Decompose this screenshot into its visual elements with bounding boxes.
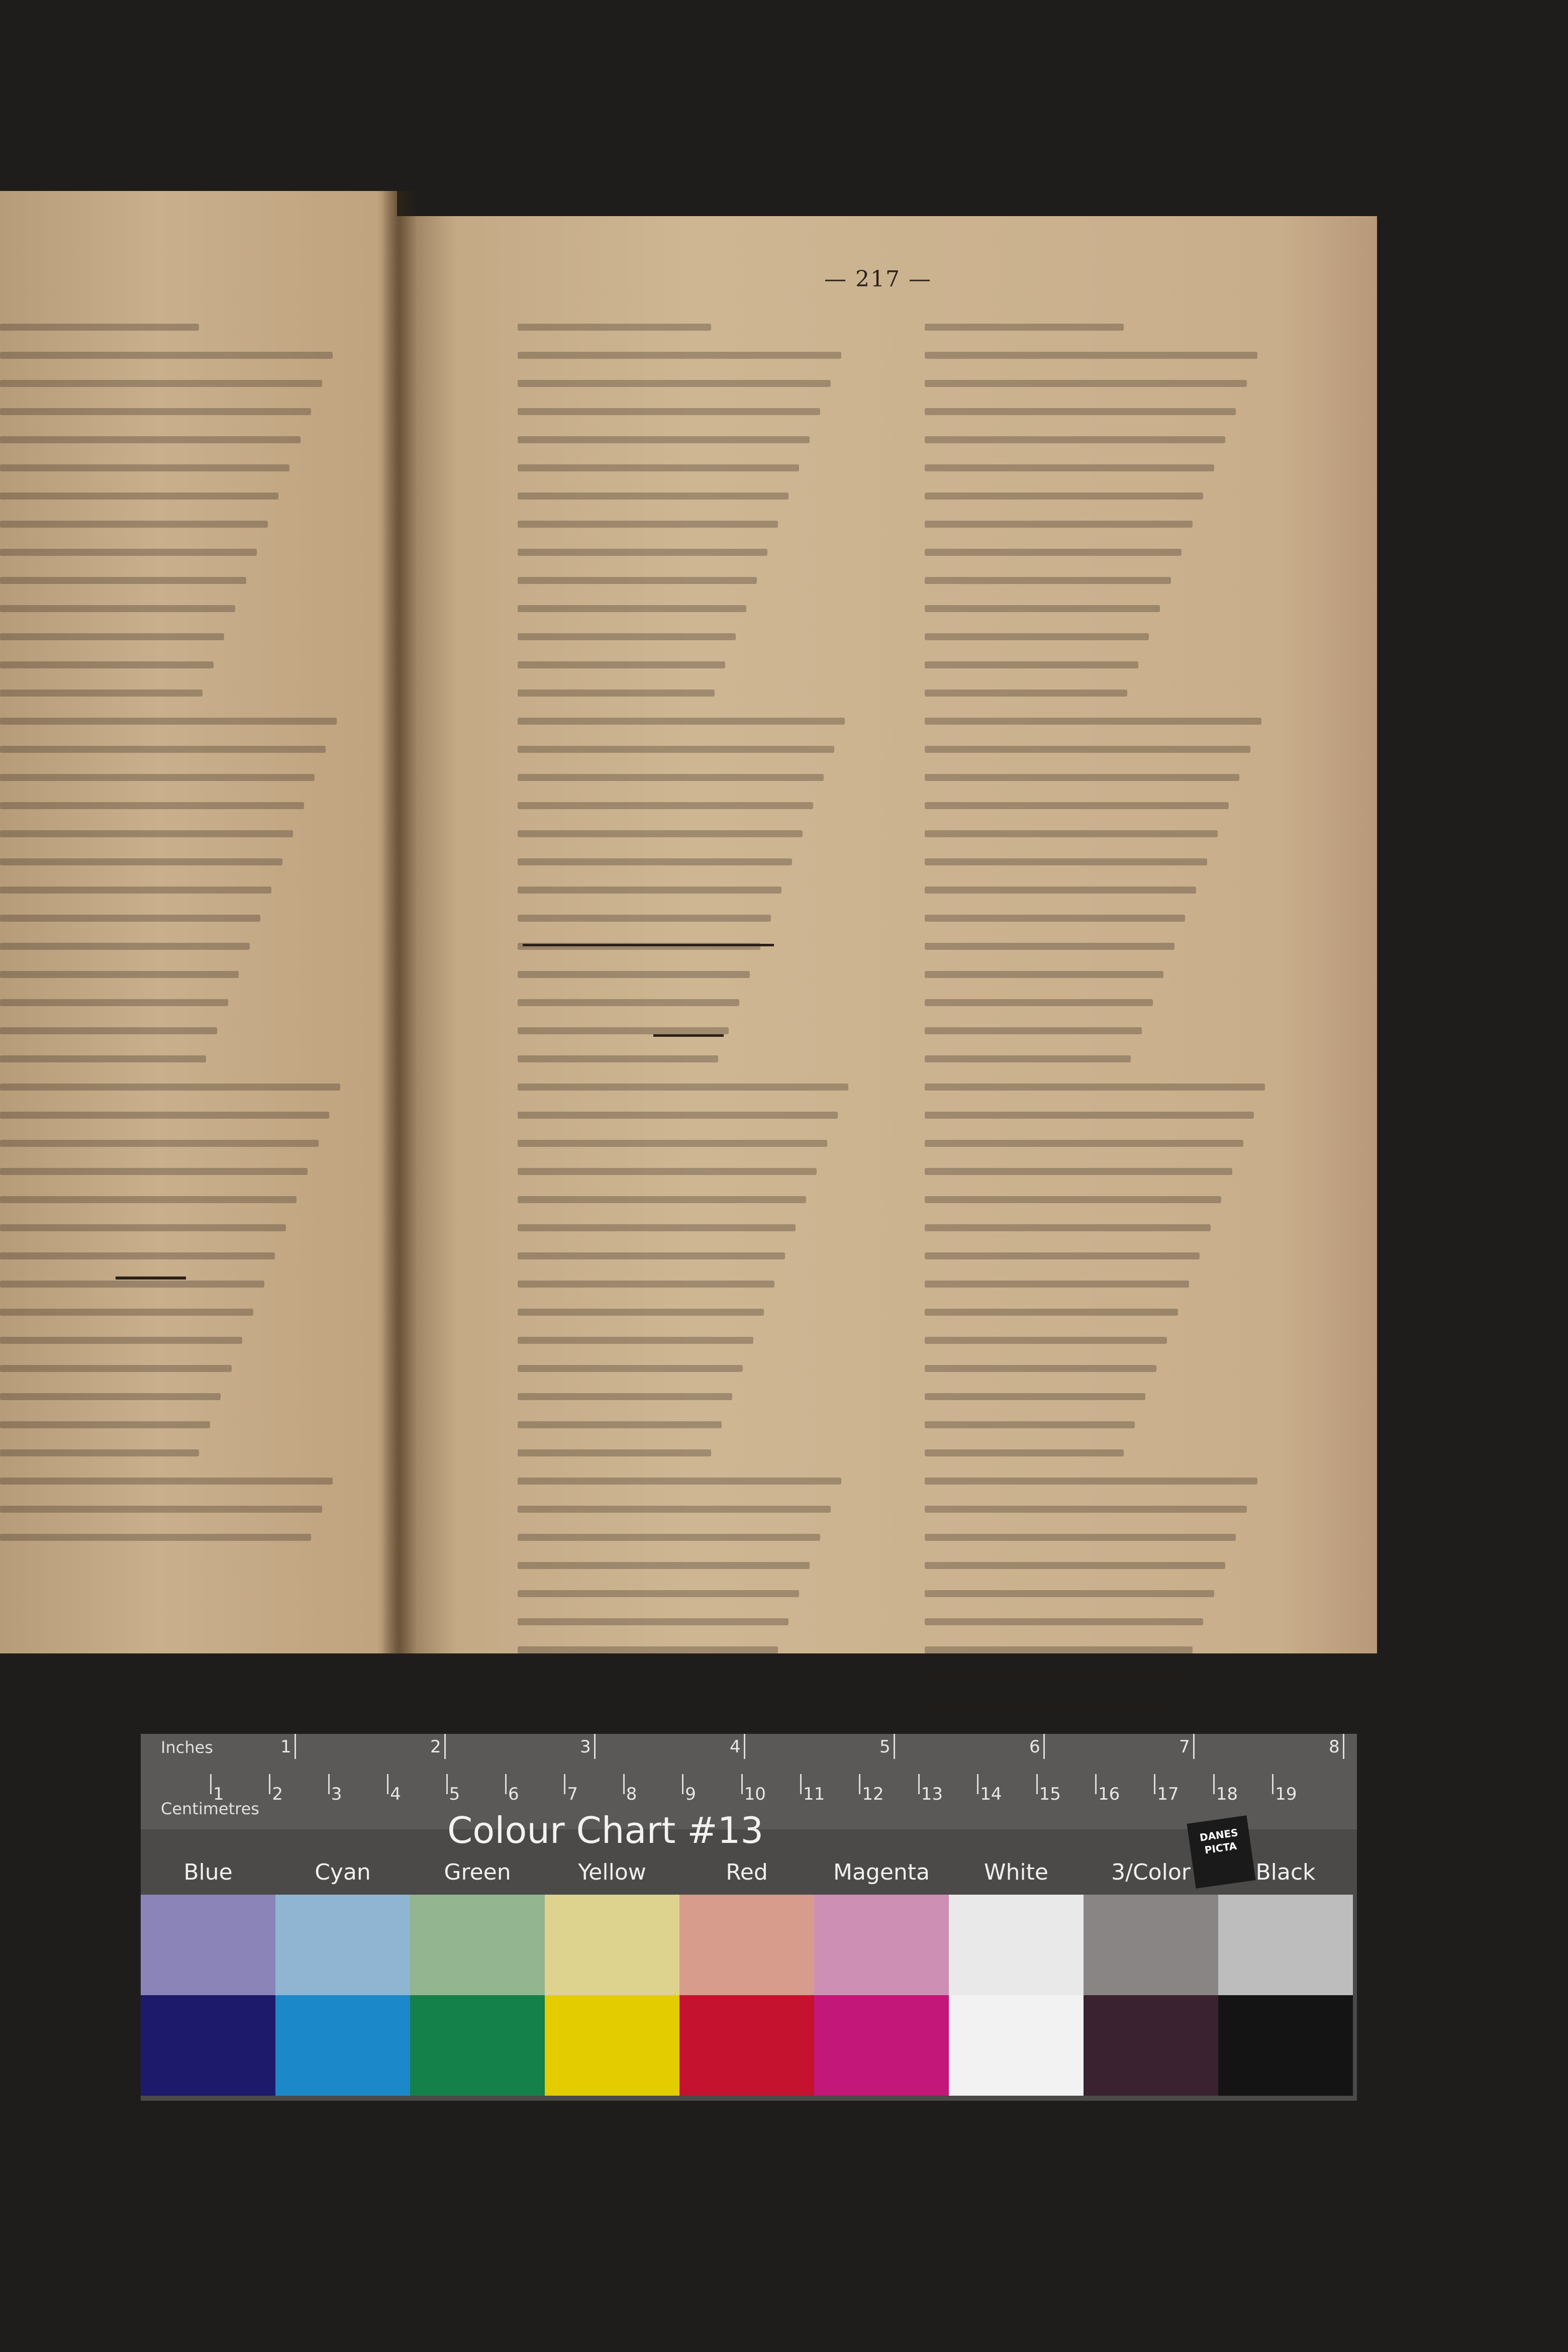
cm-tick (564, 1774, 565, 1794)
cm-number: 3 (331, 1784, 342, 1804)
cm-number: 5 (449, 1784, 460, 1804)
page-number: — 217 — (824, 266, 932, 292)
text-line (925, 903, 1287, 931)
text-line (925, 846, 1287, 874)
inch-tick (1043, 1734, 1045, 1759)
swatch-solid (141, 1995, 275, 2096)
text-line (518, 1522, 869, 1550)
text-line (518, 1578, 869, 1606)
text-line (925, 509, 1287, 537)
text-line (518, 1409, 869, 1437)
text-line (925, 818, 1287, 846)
text-line (925, 1634, 1287, 1662)
text-line (518, 734, 869, 762)
text-line (0, 987, 362, 1015)
cm-tick (977, 1774, 978, 1794)
text-line (925, 677, 1287, 706)
text-line (0, 1522, 362, 1550)
text-line (0, 1297, 362, 1325)
text-line (925, 1212, 1287, 1240)
text-line (925, 340, 1287, 368)
text-line (0, 734, 362, 762)
swatch-label: Red (726, 1859, 768, 1885)
text-line (925, 1128, 1287, 1156)
text-line (0, 1043, 362, 1071)
text-line (0, 762, 362, 790)
text-line (0, 818, 362, 846)
swatch-label: Cyan (315, 1859, 371, 1885)
swatch-label: 3/Color (1111, 1859, 1191, 1885)
text-line (925, 537, 1287, 565)
text-line (925, 312, 1287, 340)
text-line (925, 593, 1287, 621)
cm-number: 7 (567, 1784, 578, 1804)
cm-number: 1 (213, 1784, 224, 1804)
text-line (518, 1240, 869, 1268)
title-underline (653, 1034, 724, 1037)
text-line (0, 368, 362, 396)
chart-title: Colour Chart #13 (447, 1809, 764, 1851)
cm-number: 14 (980, 1784, 1002, 1804)
text-line (518, 1381, 869, 1409)
text-line (925, 1297, 1287, 1325)
text-line (925, 1494, 1287, 1522)
cm-tick (741, 1774, 743, 1794)
cm-number: 19 (1275, 1784, 1297, 1804)
text-line (925, 1578, 1287, 1606)
text-line (925, 1409, 1287, 1437)
cm-number: 11 (803, 1784, 825, 1804)
swatch-label: Blue (183, 1859, 233, 1885)
text-line (925, 1522, 1287, 1550)
text-line (925, 987, 1287, 1015)
cm-tick (800, 1774, 802, 1794)
text-line (0, 1100, 362, 1128)
text-line (0, 509, 362, 537)
cm-tick (1095, 1774, 1097, 1794)
text-line (518, 706, 869, 734)
text-line (925, 621, 1287, 649)
text-line (518, 1325, 869, 1353)
cm-tick (1154, 1774, 1155, 1794)
text-line (0, 565, 362, 593)
inch-tick (894, 1734, 895, 1759)
text-line (518, 987, 869, 1015)
text-line (518, 1494, 869, 1522)
text-line (0, 452, 362, 480)
middle-column-text (518, 312, 869, 1662)
inch-number: 2 (430, 1737, 441, 1757)
text-line (518, 396, 869, 424)
text-line (0, 1268, 362, 1297)
text-line (925, 1240, 1287, 1268)
cm-number: 13 (921, 1784, 943, 1804)
text-line (0, 424, 362, 452)
cm-tick (859, 1774, 860, 1794)
text-line (0, 621, 362, 649)
text-line (518, 1156, 869, 1184)
text-line (925, 762, 1287, 790)
text-line (0, 1240, 362, 1268)
text-line (0, 903, 362, 931)
inch-number: 5 (879, 1737, 891, 1757)
cm-number: 18 (1216, 1784, 1238, 1804)
inch-tick (444, 1734, 446, 1759)
text-line (518, 818, 869, 846)
text-line (518, 1634, 869, 1662)
text-line (518, 537, 869, 565)
text-line (0, 1437, 362, 1465)
text-line (518, 1465, 869, 1494)
inches-label: Inches (161, 1738, 213, 1757)
cm-tick (1213, 1774, 1215, 1794)
text-line (0, 396, 362, 424)
text-line (0, 1353, 362, 1381)
inch-number: 3 (580, 1737, 591, 1757)
text-line (0, 480, 362, 509)
text-line (925, 1353, 1287, 1381)
text-line (518, 368, 869, 396)
inch-number: 8 (1329, 1737, 1340, 1757)
text-line (925, 649, 1287, 677)
text-line (925, 368, 1287, 396)
text-line (925, 1550, 1287, 1578)
inch-number: 4 (730, 1737, 741, 1757)
swatch-label: Magenta (833, 1859, 930, 1885)
text-line (0, 1156, 362, 1184)
inch-tick (744, 1734, 745, 1759)
cm-tick (918, 1774, 920, 1794)
book-spine (382, 191, 417, 1653)
text-line (925, 480, 1287, 509)
text-line (0, 1212, 362, 1240)
text-line (518, 1353, 869, 1381)
text-line (0, 1184, 362, 1212)
swatch-tint (275, 1895, 410, 1995)
text-line (518, 1268, 869, 1297)
cm-tick (623, 1774, 625, 1794)
cm-tick (269, 1774, 270, 1794)
text-line (925, 1606, 1287, 1634)
cm-tick (387, 1774, 388, 1794)
text-line (518, 1015, 869, 1043)
swatch-solid (679, 1995, 814, 2096)
text-line (0, 1325, 362, 1353)
text-line (0, 537, 362, 565)
text-line (925, 1071, 1287, 1100)
cm-number: 9 (685, 1784, 696, 1804)
inch-number: 6 (1029, 1737, 1040, 1757)
swatch-solid (275, 1995, 410, 2096)
swatch-label: Green (444, 1859, 511, 1885)
text-line (0, 340, 362, 368)
cm-number: 17 (1157, 1784, 1179, 1804)
inch-tick (295, 1734, 296, 1759)
inch-tick (594, 1734, 596, 1759)
cm-number: 16 (1098, 1784, 1120, 1804)
text-line (518, 340, 869, 368)
text-line (0, 1071, 362, 1100)
text-line (925, 734, 1287, 762)
cm-number: 8 (626, 1784, 637, 1804)
text-line (925, 1691, 1287, 1719)
text-line (0, 846, 362, 874)
text-line (0, 959, 362, 987)
cm-tick (505, 1774, 507, 1794)
swatch-label: Black (1255, 1859, 1316, 1885)
text-line (518, 1043, 869, 1071)
swatch-tint (545, 1895, 679, 1995)
swatch-tint (949, 1895, 1084, 1995)
text-line (518, 1550, 869, 1578)
text-line (0, 1015, 362, 1043)
cm-tick (682, 1774, 683, 1794)
text-line (518, 480, 869, 509)
inch-tick (1343, 1734, 1344, 1759)
text-line (0, 790, 362, 818)
cm-tick (1036, 1774, 1038, 1794)
swatch-solid (410, 1995, 545, 2096)
text-line (518, 1437, 869, 1465)
text-line (925, 1156, 1287, 1184)
text-line (518, 1184, 869, 1212)
swatch-solid (949, 1995, 1084, 2096)
cm-number: 12 (862, 1784, 884, 1804)
text-line (0, 931, 362, 959)
text-line (518, 649, 869, 677)
cm-tick (210, 1774, 212, 1794)
text-line (518, 593, 869, 621)
text-line (518, 903, 869, 931)
text-line (0, 677, 362, 706)
swatch-solid (1218, 1995, 1353, 2096)
text-line (518, 1297, 869, 1325)
left-page-text (0, 312, 362, 1550)
text-line (925, 790, 1287, 818)
text-line (518, 1128, 869, 1156)
text-line (925, 1465, 1287, 1494)
colour-chart (141, 1734, 1357, 2101)
cm-number: 2 (272, 1784, 283, 1804)
cm-tick (446, 1774, 448, 1794)
text-line (925, 565, 1287, 593)
centimetres-label: Centimetres (161, 1799, 259, 1818)
swatch-label: Yellow (578, 1859, 646, 1885)
text-line (518, 1071, 869, 1100)
swatch-tint (1084, 1895, 1218, 1995)
inch-number: 1 (280, 1737, 291, 1757)
text-line (925, 424, 1287, 452)
cm-number: 10 (744, 1784, 766, 1804)
text-line (925, 1043, 1287, 1071)
swatch-solid (814, 1995, 949, 2096)
swatch-tint (141, 1895, 275, 1995)
text-line (925, 1184, 1287, 1212)
text-line (925, 452, 1287, 480)
text-line (518, 565, 869, 593)
text-line (518, 959, 869, 987)
swatch-tint (814, 1895, 949, 1995)
text-line (0, 706, 362, 734)
text-line (0, 874, 362, 903)
text-line (925, 1662, 1287, 1691)
text-line (518, 677, 869, 706)
text-line (925, 1325, 1287, 1353)
text-line (518, 312, 869, 340)
left-page-divider (116, 1277, 186, 1280)
text-line (518, 452, 869, 480)
cm-tick (1272, 1774, 1273, 1794)
text-line (518, 1100, 869, 1128)
text-line (518, 762, 869, 790)
swatch-tint (1218, 1895, 1353, 1995)
text-line (0, 1494, 362, 1522)
text-line (0, 593, 362, 621)
text-line (0, 649, 362, 677)
cm-tick (328, 1774, 330, 1794)
text-line (925, 959, 1287, 987)
text-line (925, 1268, 1287, 1297)
text-line (518, 424, 869, 452)
swatch-tint (679, 1895, 814, 1995)
text-line (518, 1606, 869, 1634)
cm-number: 6 (508, 1784, 519, 1804)
text-line (518, 1212, 869, 1240)
inch-number: 7 (1179, 1737, 1190, 1757)
section-divider (523, 944, 774, 946)
swatch-solid (545, 1995, 679, 2096)
text-line (925, 396, 1287, 424)
text-line (518, 874, 869, 903)
text-line (518, 509, 869, 537)
text-line (518, 621, 869, 649)
text-line (925, 1437, 1287, 1465)
text-line (925, 706, 1287, 734)
swatch-label: White (984, 1859, 1048, 1885)
text-line (925, 874, 1287, 903)
text-line (518, 790, 869, 818)
swatch-solid (1084, 1995, 1218, 2096)
right-column-text (925, 312, 1287, 1803)
text-line (518, 846, 869, 874)
text-line (0, 1465, 362, 1494)
text-line (0, 1381, 362, 1409)
text-line (925, 1015, 1287, 1043)
swatch-tint (410, 1895, 545, 1995)
text-line (0, 1128, 362, 1156)
text-line (925, 931, 1287, 959)
cm-number: 4 (390, 1784, 401, 1804)
text-line (0, 312, 362, 340)
cm-number: 15 (1039, 1784, 1061, 1804)
text-line (925, 1381, 1287, 1409)
danes-picta-logo: DANES PICTA (1187, 1815, 1256, 1888)
inch-tick (1193, 1734, 1195, 1759)
text-line (925, 1100, 1287, 1128)
text-line (0, 1409, 362, 1437)
